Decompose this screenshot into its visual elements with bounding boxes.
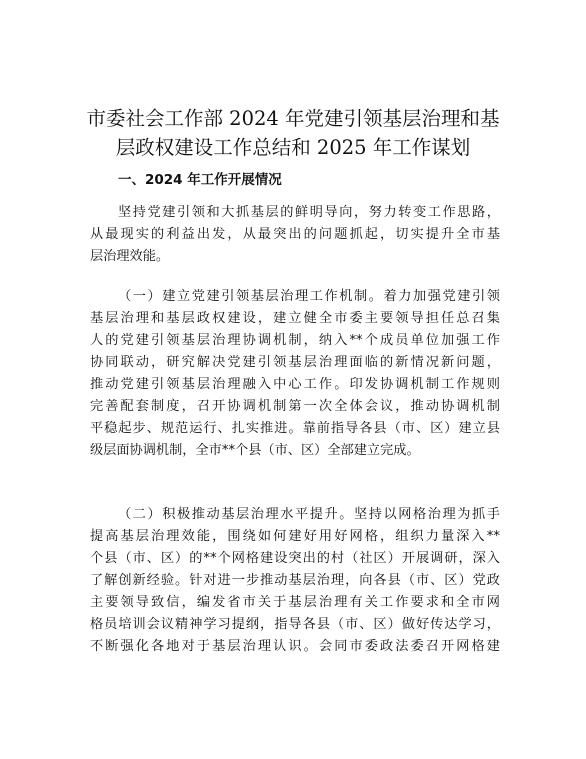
paragraph-line: 不断强化各地对于基层治理认识。会同市委政法委召开网格建 [90, 639, 500, 654]
title-line-2: 层政权建设工作总结和 2025 年工作谋划 [115, 136, 471, 159]
paragraph-line: 主要领导致信，编发省市关于基层治理有关工作要求和全市网 [90, 595, 500, 610]
title-line-1: 市委社会工作部 2024 年党建引领基层治理和基 [86, 107, 500, 130]
paragraph-line: 基层治理和基层政权建设，建立健全市委主要领导担任总召集 [90, 311, 500, 326]
paragraph-mechanism [90, 286, 500, 462]
paragraph-line: 层治理效能。 [90, 249, 170, 264]
paragraph-line: （二）积极推动基层治理水平提升。坚持以网格治理为抓手 [118, 507, 500, 522]
paragraph-line: 个县（市、区）的**个网格建设突出的村（社区）开展调研，深入 [90, 551, 500, 566]
paragraph-line: 完善配套制度，召开协调机制第一次全体会议，推动协调机制 [90, 399, 500, 414]
paragraph-line: 了解创新经验。针对进一步推动基层治理，向各县（市、区）党政 [90, 573, 500, 588]
paragraph-line: 推动党建引领基层治理融入中心工作。印发协调机制工作规则 [90, 377, 500, 392]
paragraph-line: （一）建立党建引领基层治理工作机制。着力加强党建引领 [118, 289, 500, 304]
paragraph-line: 从最现实的利益出发，从最突出的问题抓起，切实提升全市基 [90, 227, 500, 242]
section-heading: 一、2024 年工作开展情况 [118, 172, 282, 188]
paragraph-line: 人的党建引领基层治理协调机制，纳入**个成员单位加强工作 [90, 333, 500, 348]
paragraph-intro [90, 202, 500, 268]
paragraph-line: 级层面协调机制，全市**个县（市、区）全部建立完成。 [90, 443, 420, 458]
paragraph-line: 格员培训会议精神学习提纲，指导各县（市、区）做好传达学习， [90, 617, 500, 632]
paragraph-line: 协同联动，研究解决党建引领基层治理面临的新情况新问题， [90, 355, 500, 370]
paragraph-line: 坚持党建引领和大抓基层的鲜明导向，努力转变工作思路， [118, 205, 500, 220]
paragraph-line: 提高基层治理效能，围绕如何建好用好网格，组织力量深入** [90, 529, 500, 544]
paragraph-governance [90, 504, 500, 658]
document-title [60, 104, 526, 162]
paragraph-line: 平稳起步、规范运行、扎实推进。靠前指导各县（市、区）建立县 [90, 421, 500, 436]
